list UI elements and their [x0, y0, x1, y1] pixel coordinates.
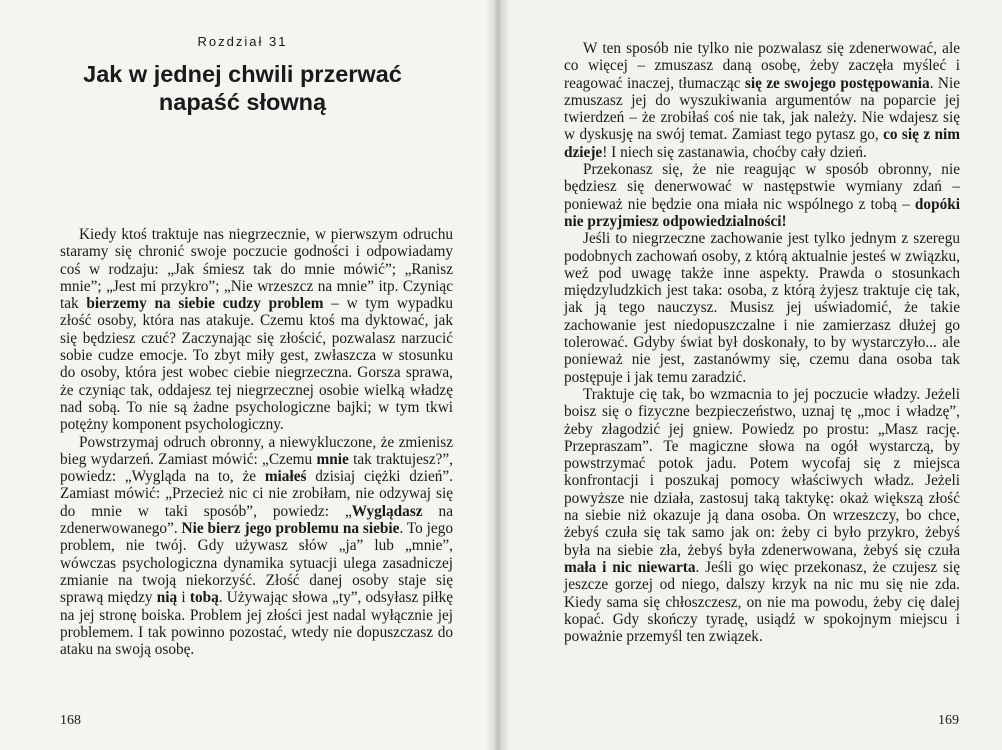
paragraph: Traktuje cię tak, bo wzmacnia to jej poczucie władzy. Jeżeli boisz się o fizyczne bezpieczeństwo, uznaj tę „moc i władzę”, żeby złagodzić jej gniew. Powiedz po prostu: „Masz rację. Przepraszam”. Te magiczne słowa na ogół wystarczą, by powstrzymać potok jadu. Potem wycofaj się z miejsca konfrontacji i poszukaj pomocy właściwych władz. Jeżeli powyższe nie działa, zastosuj taką taktykę: okaż większą złość na siebie niż okazuje ją dana osoba. On wrzeszczy, bo chce, żebyś czuła się tak samo jak on: żeby ci było przykro, żebyś była na siebie zła, żebyś była zdenerwowana, żebyś się czuła mała i nic niewarta. Jeśli go więc przekonasz, że czujesz się jeszcze gorzej od niego, dalszy krzyk na nic mu się nie zda. Kiedy sama się chłoszczesz, on nie ma powodu, żeby cię dalej kopać. Gdy skończy tyradę, usiądź w spokojnym miejscu i poważnie przemyśl ten związek.	[564, 385, 960, 646]
book-gutter-shadow	[486, 0, 510, 750]
left-page	[0, 0, 498, 750]
left-page-body	[60, 226, 453, 658]
paragraph: W ten sposób nie tylko nie pozwalasz się zdenerwować, ale co więcej – zmuszasz daną osobę, żeby zaczęła myśleć i reagować inaczej, tłumacząc się ze swojego postępowania. Nie zmuszasz jej do wyszukiwania argumentów na poparcie jej twierdzeń – że zrobiłaś coś nie tak, jak należy. Nie wdajesz się w dyskusję na swój temat. Zamiast tego pytasz go, co się z nim dzieje! I niech się zastanawia, choćby cały dzień.	[564, 40, 960, 161]
page-number-left: 168	[60, 713, 81, 728]
chapter-title: Jak w jednej chwili przerwać napaść słowną	[83, 61, 402, 115]
right-page-body	[564, 40, 960, 645]
page-number-right: 169	[938, 713, 959, 728]
paragraph: Przekonasz się, że nie reagując w sposób obronny, nie będziesz się denerwować w następstwie wymiany zdań – ponieważ nie będzie ona miała nic wspólnego z tobą – dopóki nie przyjmiesz odpowiedzialności!	[564, 161, 960, 230]
paragraph: Jeśli to niegrzeczne zachowanie jest tylko jednym z szeregu podobnych zachowań osoby, z którą aktualnie jesteś w związku, weź pod uwagę także inne aspekty. Prawda o stosunkach międzyludzkich jest taka: osoba, z którą żyjesz traktuje cię tak, jak ją tego nauczysz. Musisz jej uświadomić, że takie zachowanie jest niedopuszczalne i nie zamierzasz dłużej go tolerować. Gdyby świat był doskonały, to by wystarczyło... ale ponieważ nie jest, zastanówmy się, czemu dana osoba tak postępuje i jak temu zaradzić.	[564, 230, 960, 386]
chapter-label: Rozdział 31	[197, 34, 288, 49]
paragraph: Kiedy ktoś traktuje nas niegrzecznie, w pierwszym odruchu staramy się chronić swoje poczucie godności i odpowiadamy coś w rodzaju: „Jak śmiesz tak do mnie mówić”; „Ranisz mnie”; „Jest mi przykro”; „Nie wrzeszcz na mnie” itp. Czyniąc tak bierzemy na siebie cudzy problem – w tym wypadku złość osoby, która nas atakuje. Czemu ktoś ma dyktować, jak się będziesz czuć? Zaczynając się złościć, pozwalasz narzucić sobie cudze emocje. To zbyt miły gest, zwłaszcza w stosunku do osoby, która jest wobec ciebie niegrzeczna. Gorsza sprawa, że czyniąc tak, oddajesz tej niegrzecznej osobie wielką władzę nad sobą. To nie są żadne psychologiczne bajki; w tym tkwi potężny komponent psychologiczny.	[60, 226, 454, 434]
paragraph: Powstrzymaj odruch obronny, a niewykluczone, że zmienisz bieg wydarzeń. Zamiast mówić: „Czemu mnie tak traktujesz?”, powiedz: „Wygląda na to, że miałeś dzisiaj ciężki dzień”. Zamiast mówić: „Przecież nic ci nie zrobiłam, nie odzywaj się do mnie w taki sposób”, powiedz: „Wyglądasz na zdenerwowanego”. Nie bierz jego problemu na siebie. To jego problem, nie twój. Gdy używasz słów „ja” lub „mnie”, wówczas psychologiczna dynamika sytuacji ulega zasadniczej zmianie na twoją niekorzyść. Złość danej osoby staje się sprawą między nią i tobą. Używając słowa „ty”, odsyłasz piłkę na jej stronę boiska. Problem jej złości jest nadal wyłącznie jej problemem. I tak powinno pozostać, wtedy nie dopuszczasz do ataku na swoją osobę.	[60, 433, 454, 659]
